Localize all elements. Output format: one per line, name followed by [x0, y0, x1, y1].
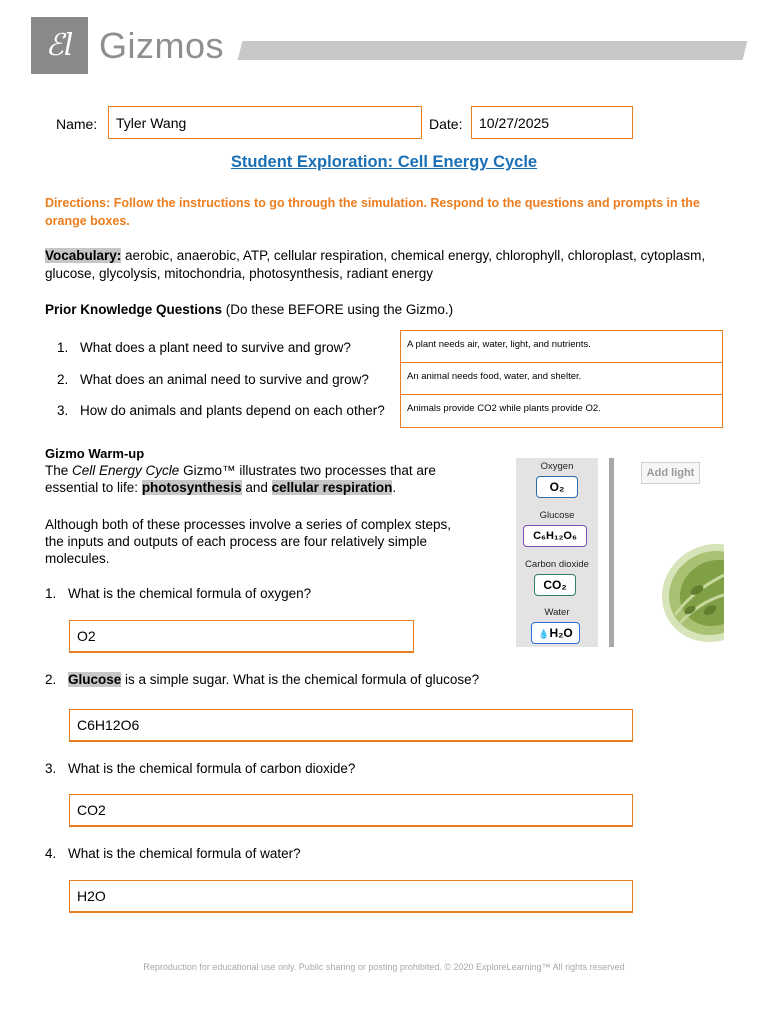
- wq3-num: 3.: [45, 761, 57, 776]
- warmup-paragraph-1: [45, 462, 465, 496]
- p1-c: and: [241, 480, 272, 495]
- wq2-text: [68, 672, 479, 687]
- p1-d: .: [392, 480, 397, 495]
- pk-q1-text: What does a plant need to survive and grow?: [80, 340, 351, 355]
- wq1-num: 1.: [45, 586, 57, 601]
- carbon-dioxide-molecule[interactable]: CO₂: [534, 574, 576, 596]
- vocabulary-label: Vocabulary:: [45, 248, 122, 263]
- pk-q3-num: 3.: [57, 403, 69, 418]
- vocabulary: [45, 247, 735, 283]
- glucose-molecule[interactable]: C₆H₁₂O₆: [523, 525, 587, 547]
- chloroplast-icon: [655, 535, 724, 645]
- wq1-text: What is the chemical formula of oxygen?: [68, 586, 312, 601]
- date-label: Date:: [429, 116, 463, 132]
- p1-a: The: [45, 463, 73, 478]
- wq1-answer[interactable]: O2: [69, 620, 414, 652]
- prior-knowledge-title: Prior Knowledge Questions: [45, 302, 223, 317]
- vocabulary-text: aerobic, anaerobic, ATP, cellular respiration, chemical energy, chlorophyll, chloroplast, cytoplasm, glucose, glycolysis, mitochondria, photosynthesis, radiant energy: [45, 248, 706, 281]
- logo-glyph: ℰl: [45, 28, 74, 63]
- pk-q1-num: 1.: [57, 340, 69, 355]
- name-label: Name:: [56, 116, 98, 132]
- water-molecule[interactable]: [531, 622, 580, 644]
- prior-knowledge-note: (Do these BEFORE using the Gizmo.): [222, 302, 454, 317]
- warmup-paragraph-2: Although both of these processes involve a series of complex steps, the inputs and outputs of each process are four relatively simple molecules.: [45, 517, 451, 566]
- pk-q2-answer[interactable]: An animal needs food, water, and shelter.: [400, 362, 723, 395]
- wq2-num: 2.: [45, 672, 57, 687]
- wq4-num: 4.: [45, 846, 57, 861]
- highlight-photosynthesis: photosynthesis: [141, 480, 242, 495]
- oxygen-label: Oxygen: [540, 461, 574, 472]
- droplet-icon: 💧: [538, 629, 550, 639]
- carbon-dioxide-label: Carbon dioxide: [525, 559, 589, 570]
- wq2-answer[interactable]: C6H12O6: [69, 709, 633, 741]
- p1-b: Gizmo™ illustrates two processes that are essential to life:: [45, 463, 436, 495]
- highlight-glucose: Glucose: [68, 672, 122, 687]
- pk-q3-answer[interactable]: Animals provide CO2 while plants provide O2.: [400, 394, 723, 428]
- gizmo-divider: [609, 458, 614, 647]
- pk-q3-text: How do animals and plants depend on each other?: [80, 403, 385, 418]
- footer-copyright: Reproduction for educational use only. Public sharing or posting prohibited. © 2020 ExploreLearning™ All rights reserved: [143, 962, 625, 972]
- pk-q2-text: What does an animal need to survive and grow?: [80, 372, 369, 387]
- name-field[interactable]: Tyler Wang: [108, 106, 422, 139]
- date-field[interactable]: 10/27/2025: [471, 106, 633, 139]
- prior-knowledge-heading: [45, 302, 453, 317]
- pk-q1-answer[interactable]: A plant needs air, water, light, and nutrients.: [400, 330, 723, 363]
- directions: Directions: Follow the instructions to go through the simulation. Respond to the questions and prompts in the orange boxes.: [45, 196, 700, 228]
- highlight-cellular-respiration: cellular respiration: [271, 480, 393, 495]
- wq4-answer[interactable]: H2O: [69, 880, 633, 912]
- wq4-text: What is the chemical formula of water?: [68, 846, 301, 861]
- oxygen-molecule[interactable]: O₂: [536, 476, 578, 498]
- warmup-title: Gizmo Warm-up: [45, 446, 145, 461]
- water-label: Water: [544, 607, 570, 618]
- glucose-label: Glucose: [539, 510, 575, 521]
- page-title: Student Exploration: Cell Energy Cycle: [230, 153, 538, 171]
- wq2-text-rest: is a simple sugar. What is the chemical formula of glucose?: [121, 672, 480, 687]
- add-light-button[interactable]: Add light: [641, 462, 700, 484]
- header-bar: [238, 41, 748, 60]
- pk-q2-num: 2.: [57, 372, 69, 387]
- wq3-answer[interactable]: CO2: [69, 794, 633, 826]
- gizmo-name: Cell Energy Cycle: [72, 463, 180, 478]
- gizmos-brand: Gizmos: [99, 25, 225, 66]
- wq3-text: What is the chemical formula of carbon dioxide?: [68, 761, 356, 776]
- explorelearning-logo: [31, 17, 88, 74]
- water-formula: H₂O: [549, 626, 573, 640]
